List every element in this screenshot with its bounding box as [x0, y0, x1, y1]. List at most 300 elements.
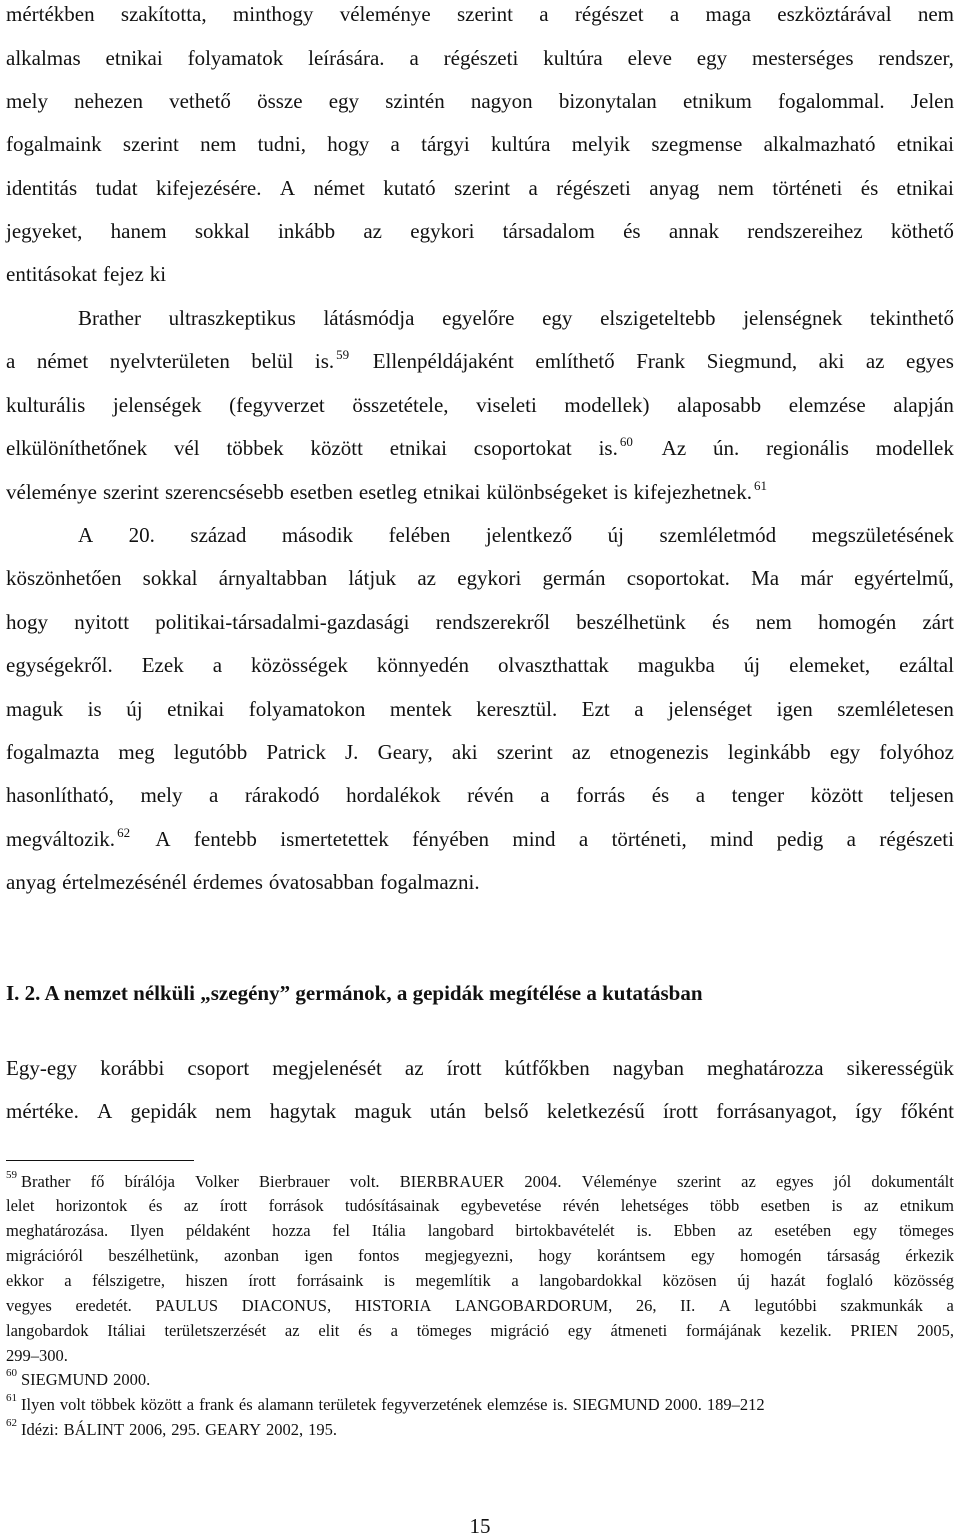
body-line [6, 349, 954, 373]
footnote-line [6, 1417, 954, 1440]
word: gepidák [130, 1099, 198, 1123]
footnote-number: 62 [6, 1417, 17, 1429]
word: egy [853, 1221, 877, 1240]
word: kezelik. [779, 1321, 832, 1340]
word: PAULUS [155, 1296, 219, 1315]
word: mesterséges [752, 46, 854, 70]
word: nagyban [612, 1056, 684, 1080]
word: régészeti [443, 46, 519, 70]
word: Ezek [141, 653, 184, 677]
word: A [78, 523, 94, 547]
word: volt [59, 1395, 86, 1414]
body-line [6, 132, 954, 156]
word: rendszerekről [435, 610, 550, 634]
word: modellek [875, 436, 954, 460]
word: nyelvterületen [109, 349, 230, 373]
body-line [6, 480, 954, 504]
word: szerint [102, 480, 159, 504]
word: tömeges [416, 1321, 472, 1340]
word: megemlítik [415, 1271, 491, 1290]
word: könnyedén [376, 653, 469, 677]
word: fő [90, 1172, 105, 1191]
footnote-line [6, 1169, 954, 1192]
word: szemléletesen [837, 697, 954, 721]
word: fogalmazta [6, 740, 100, 764]
word: ezáltal [899, 653, 954, 677]
word: és [860, 176, 879, 200]
word: bizonytalan [558, 89, 657, 113]
word: főként [900, 1099, 954, 1123]
word: a [409, 46, 419, 70]
word: BIERBRAUER [399, 1172, 505, 1191]
word: horizontok [55, 1196, 128, 1215]
word: területek [318, 1395, 377, 1414]
word: meghatározza [706, 1056, 824, 1080]
word: érkezik [905, 1246, 954, 1265]
word: folyamatok [187, 46, 284, 70]
word: is. [636, 1221, 652, 1240]
word: és [651, 783, 670, 807]
word: 26, [635, 1296, 657, 1315]
word: frank [199, 1395, 234, 1414]
word: elemzése [487, 1395, 548, 1414]
footnote-ref: 62 [117, 825, 131, 840]
word: Volker [195, 1172, 239, 1191]
word: köszönhetően [6, 566, 122, 590]
word: mely [6, 89, 48, 113]
word: langobardok [6, 1321, 89, 1340]
word: példaként [185, 1221, 251, 1240]
word: forrásaink [296, 1271, 364, 1290]
word: (fegyverzet [229, 393, 325, 417]
word: etnogenezis [609, 740, 709, 764]
word: összetétele, [352, 393, 449, 417]
word: hogy [327, 132, 370, 156]
word: SIEGMUND [572, 1395, 660, 1414]
word: közösség [893, 1271, 954, 1290]
word: nehezen [74, 89, 143, 113]
word: tudni, [257, 132, 306, 156]
word: teljesen [889, 783, 954, 807]
word: közösen [662, 1271, 717, 1290]
word: többek [90, 1395, 136, 1414]
word: egyes [776, 1172, 814, 1191]
word: szegmense [651, 132, 743, 156]
word: Brather [78, 306, 141, 330]
body-line [6, 610, 954, 634]
word: szintén [385, 89, 445, 113]
word: kifejezésére. [155, 176, 262, 200]
word: elit [318, 1321, 340, 1340]
word: esetében [774, 1221, 832, 1240]
footnote-line [6, 1296, 954, 1316]
word: révén [467, 783, 514, 807]
word: felében [388, 523, 451, 547]
word: írott [446, 1056, 482, 1080]
word: kifejezhetnek. $^{61}$ [633, 478, 768, 504]
word: fegyverzetének [381, 1395, 483, 1414]
footnote-number: 59 [6, 1169, 17, 1181]
word: HISTORIA [354, 1296, 432, 1315]
word: 295. [171, 1420, 201, 1439]
word: 2006, [129, 1420, 167, 1439]
word: megjelenését [272, 1056, 382, 1080]
word: LANGOBARDORUM, [455, 1296, 613, 1315]
word: a [528, 176, 538, 200]
word: az [363, 219, 383, 243]
word: alaposabb [677, 393, 762, 417]
word: rárakodó [244, 783, 320, 807]
word: forrásanyagot, [716, 1099, 837, 1123]
body-line [6, 2, 954, 26]
word: szerencsésebb [164, 480, 284, 504]
word: II. [680, 1296, 696, 1315]
word: mértékben [6, 2, 95, 26]
word: 189–212 [706, 1395, 765, 1414]
word: véleménye [6, 480, 97, 504]
word: társadalom [502, 219, 595, 243]
word: is [831, 1196, 843, 1215]
word: látásmódja [323, 306, 415, 330]
word: kultúra [543, 46, 603, 70]
footnote-line [6, 1221, 954, 1241]
word: 2002, [265, 1420, 304, 1439]
footnote-number: 61 [6, 1392, 17, 1404]
section-heading: I. 2. A nemzet nélküli „szegény” germánok, a gepidák megítélése a kutatásban [6, 981, 703, 1005]
word: átmeneti [610, 1321, 668, 1340]
word: írott [663, 1099, 699, 1123]
word: identitás [6, 176, 78, 200]
word: maga [705, 2, 751, 26]
word: érdemes [192, 870, 263, 894]
word: A [97, 1099, 113, 1123]
word: régészet [574, 2, 644, 26]
word: között [310, 436, 363, 460]
word: maguk [6, 697, 64, 721]
word: mely [140, 783, 183, 807]
word: eszköztárával [777, 2, 892, 26]
word: szerint [454, 176, 511, 200]
word: Az [661, 436, 687, 460]
body-line [6, 566, 954, 590]
word: esetben [760, 1196, 811, 1215]
word: hazát [770, 1271, 806, 1290]
word: alkalmazható [763, 132, 876, 156]
word: hozza [272, 1221, 311, 1240]
word: ki [149, 262, 167, 286]
word: szerint [677, 1172, 721, 1191]
word: modellek) [564, 393, 650, 417]
word: egységekről. [6, 653, 113, 677]
word: dokumentált [871, 1172, 954, 1191]
word: politikai-társadalmi-gazdasági [155, 610, 410, 634]
word: látjuk [348, 566, 397, 590]
word: Geary, [377, 740, 433, 764]
word: magukba [637, 653, 715, 677]
word: A [279, 176, 296, 200]
word: az [284, 1321, 300, 1340]
word: nem [215, 1099, 252, 1123]
word: egybevetése [460, 1196, 542, 1215]
word: eredetét. [75, 1296, 132, 1315]
word: hordalékok [346, 783, 441, 807]
word: félszigetre, [92, 1271, 165, 1290]
body-line [6, 1099, 954, 1123]
footnote-line [6, 1321, 954, 1341]
word: belső [484, 1099, 529, 1123]
word: etnikai [423, 480, 481, 504]
word: etnikum [682, 89, 752, 113]
word: folyóhoz [879, 740, 954, 764]
body-line [6, 740, 954, 764]
word: keletkezésű [546, 1099, 645, 1123]
word: között [140, 1395, 182, 1414]
word: már [800, 566, 833, 590]
word: elszigeteltebb [600, 306, 716, 330]
word: a [669, 2, 680, 26]
word: az [404, 1056, 424, 1080]
word: több [709, 1196, 740, 1215]
word: elemzése [788, 393, 866, 417]
word: A [718, 1296, 731, 1315]
word: tekinthető [870, 306, 954, 330]
word: régészeti [556, 176, 631, 200]
word: PRIEN [850, 1321, 899, 1340]
word: legutóbbi [754, 1296, 817, 1315]
word: különbségeket [486, 480, 608, 504]
word: formájának [686, 1321, 762, 1340]
word: Ilyen [130, 1221, 165, 1240]
word: langobardokkal [539, 1271, 642, 1290]
word: szakmunkák [840, 1296, 923, 1315]
footnote-separator [6, 1160, 194, 1161]
word: köthető [890, 219, 954, 243]
word: Ellenpéldájaként [372, 349, 514, 373]
word: langobard [427, 1221, 494, 1240]
word: Ebben [673, 1221, 716, 1240]
word: mind [710, 827, 754, 851]
word: között [810, 783, 864, 807]
word: elemeket, [789, 653, 871, 677]
word: A [155, 827, 171, 851]
word: Egy-egy [6, 1056, 78, 1080]
word: az [417, 566, 436, 590]
word: tudósításainak [344, 1196, 440, 1215]
footnote-line [6, 1196, 954, 1216]
word: rendszereihez [747, 219, 863, 243]
word: rendszer, [878, 46, 954, 70]
word: a [209, 783, 219, 807]
word: aki [818, 349, 845, 373]
word: tudat [95, 176, 138, 200]
word: tömeges [898, 1221, 954, 1240]
word: kútfőkben [504, 1056, 590, 1080]
word: forrás [576, 783, 626, 807]
word: 20. [128, 523, 155, 547]
word: etnikai [896, 176, 954, 200]
word: anyag [6, 870, 57, 894]
body-line [78, 306, 954, 330]
word: nem [917, 2, 954, 26]
word: történeti, [611, 827, 687, 851]
word: új [743, 653, 761, 677]
word: esetleg [358, 480, 418, 504]
word: megjegyezni, [424, 1246, 514, 1265]
word: melyik [571, 132, 631, 156]
word: és [712, 610, 730, 634]
word: is [87, 697, 102, 721]
word: a [695, 783, 706, 807]
word: egy [542, 306, 573, 330]
word: kutató [383, 176, 436, 200]
word: egy [696, 46, 728, 70]
body-line [6, 697, 954, 721]
word: források [268, 1196, 324, 1215]
word: írott [219, 1196, 248, 1215]
word: fentebb [193, 827, 257, 851]
word: nem [200, 132, 237, 156]
word: nyitott [74, 610, 130, 634]
word: megváltozik. $^{62}$ [6, 825, 131, 851]
word: regionális [766, 436, 849, 460]
word: korábbi [100, 1056, 165, 1080]
word: vethető [169, 89, 231, 113]
word: fogalommal. [777, 89, 885, 113]
word: írott [248, 1271, 276, 1290]
word: Frank [636, 349, 686, 373]
word: a [212, 653, 223, 677]
word: említhető [535, 349, 615, 373]
word: anyag [649, 176, 700, 200]
word: meghatározása. [6, 1221, 109, 1240]
word: Véleménye [581, 1172, 657, 1191]
word: etnikai [896, 132, 954, 156]
word: Bierbrauer [259, 1172, 330, 1191]
footnote-ref: 59 [336, 347, 350, 362]
word: $^{59}$ Brather [6, 1169, 71, 1191]
word: jegyeket, [6, 219, 83, 243]
word: második [281, 523, 354, 547]
word: hagytak [269, 1099, 337, 1123]
word: leginkább [727, 740, 811, 764]
body-line [6, 827, 954, 851]
word: leírására. [308, 46, 385, 70]
word: régészeti [879, 827, 954, 851]
word: mind [512, 827, 556, 851]
footnote-line [6, 1246, 954, 1266]
word: csoport [187, 1056, 250, 1080]
body-line [6, 219, 954, 243]
word: inkább [277, 219, 336, 243]
word: hogy [6, 610, 48, 634]
word: szerint [496, 740, 553, 764]
word: mértéke. [6, 1099, 79, 1123]
footnote-line [6, 1367, 954, 1390]
word: ekkor [6, 1271, 44, 1290]
word: foglaló [826, 1271, 873, 1290]
word: tenger [731, 783, 785, 807]
word: társaság [826, 1246, 881, 1265]
word: jelenséget [668, 697, 753, 721]
word: területszerzését [164, 1321, 267, 1340]
word: igen [304, 1246, 333, 1265]
word: $^{61}$ Ilyen [6, 1392, 55, 1414]
word: a [846, 827, 856, 851]
word: a [511, 1271, 519, 1290]
word: birtokbavételét [515, 1221, 615, 1240]
word: is. $^{60}$ [598, 434, 633, 460]
word: Itália [371, 1221, 406, 1240]
word: ún. [712, 436, 740, 460]
word: migrációról [6, 1246, 83, 1265]
word: germán [542, 566, 606, 590]
word: is [383, 1271, 395, 1290]
word: hanem [110, 219, 167, 243]
word: is. $^{59}$ [314, 347, 350, 373]
word: új [607, 523, 624, 547]
word: ultraszkeptikus [168, 306, 296, 330]
body-line [6, 46, 954, 70]
body-line [6, 1056, 954, 1080]
word: az [741, 1172, 756, 1191]
word: szemléletmód [659, 523, 777, 547]
word: Siegmund, [706, 349, 798, 373]
body-line [6, 653, 954, 677]
word: is. [552, 1395, 568, 1414]
footnote-number: 60 [6, 1367, 17, 1379]
body-line [78, 523, 954, 547]
word: össze [257, 89, 303, 113]
word: bírálója [124, 1172, 175, 1191]
word: esetben [289, 480, 353, 504]
word: nagyon [470, 89, 533, 113]
word: 195. [308, 1420, 337, 1439]
word: Ma [751, 566, 780, 590]
word: vegyes [6, 1296, 52, 1315]
word: nem [755, 610, 792, 634]
word: zárt [922, 610, 954, 634]
word: vél [173, 436, 200, 460]
word: új [737, 1271, 751, 1290]
word: a [539, 2, 549, 26]
word: sokkal [194, 219, 250, 243]
word: azonban [223, 1246, 279, 1265]
word: fogalmazni. [379, 870, 480, 894]
word: fényében [412, 827, 490, 851]
footnote-ref: 61 [754, 478, 768, 493]
body-line [6, 436, 954, 460]
word: fogalmaink [6, 132, 102, 156]
word: 2004. [524, 1172, 562, 1191]
word: a [578, 827, 589, 851]
word: és [148, 1196, 163, 1215]
word: 299–300. [6, 1346, 68, 1365]
word: Itáliai [107, 1321, 146, 1340]
word: egy [829, 740, 861, 764]
word: egykori [457, 566, 522, 590]
word: és [623, 219, 641, 243]
word: hogy [538, 1246, 572, 1265]
word: az [183, 1196, 199, 1215]
word: után [429, 1099, 466, 1123]
word: J. [344, 740, 359, 764]
word: szakította, [120, 2, 207, 26]
word: korántsem [596, 1246, 666, 1265]
word: szerint [122, 132, 179, 156]
word: egy [690, 1246, 715, 1265]
word: $^{60}$ SIEGMUND [6, 1367, 109, 1389]
word: lehetséges [620, 1196, 689, 1215]
